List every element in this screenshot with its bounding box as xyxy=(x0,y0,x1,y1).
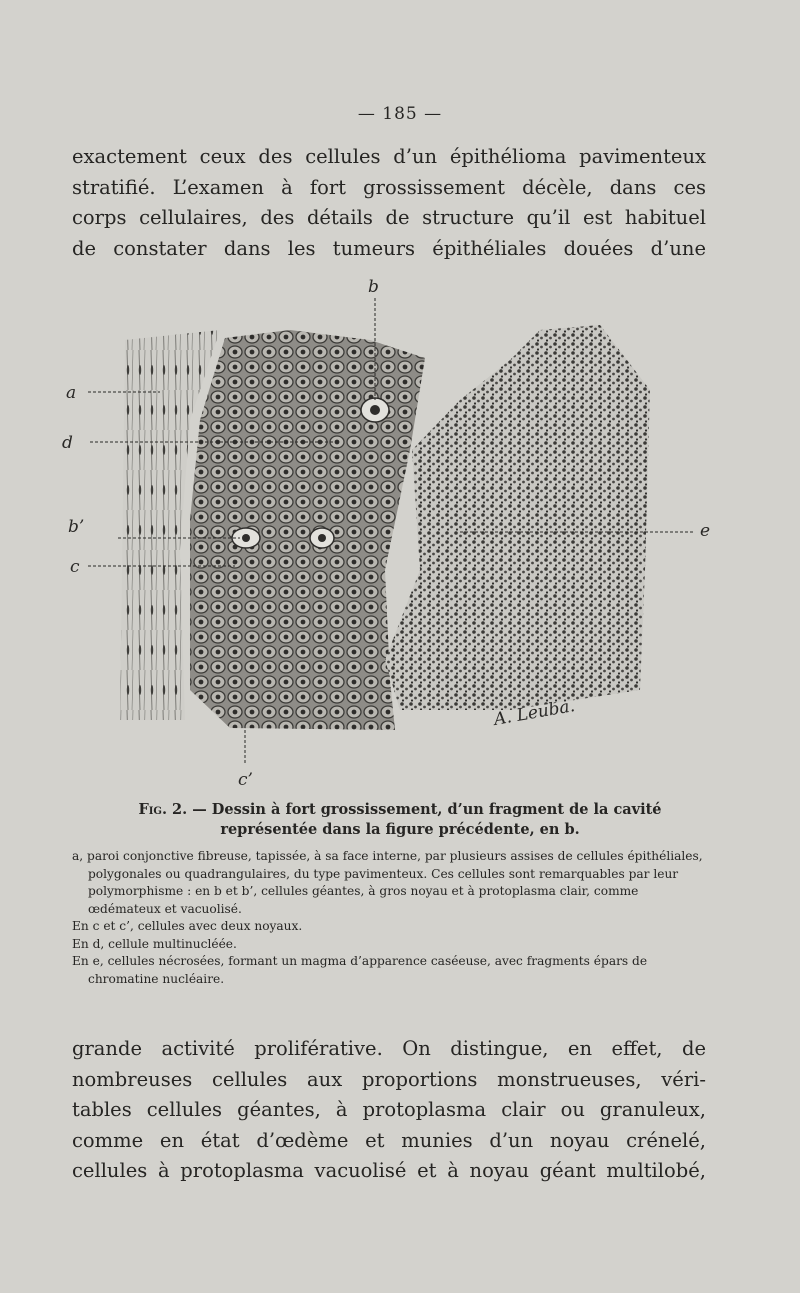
histology-drawing xyxy=(40,270,760,800)
figure-caption xyxy=(100,800,700,840)
body-text-bottom xyxy=(72,1034,706,1187)
text-line: cellules à protoplasma vacuolisé et à noyau géant multilobé, xyxy=(72,1159,706,1182)
legend-entry: En d, cellule multinucléée. xyxy=(72,936,237,951)
label-e: e xyxy=(700,521,711,541)
page-number: — 185 — xyxy=(357,104,443,124)
label-a: a xyxy=(66,383,77,403)
histology-figure xyxy=(40,270,760,800)
legend-entry: a, paroi conjonctive fibreuse, tapissée, à sa face interne, par plusieurs assises de cellules épithéliales, polygonales ou quadrangulaires, du type pavimenteux. Ces cellules sont remarquables par leur polymorphisme : en b et b’, cellules géantes, à gros noyau et à protoplasma clair, comme œdémateux et vacuolisé. xyxy=(72,849,703,916)
legend-entry: En e, cellules nécrosées, formant un magma d’apparence caséeuse, avec fragments épars de chromatine nucléaire. xyxy=(72,954,648,986)
figure-legend xyxy=(72,848,712,988)
text-line: comme en état d’œdème et munies d’un noyau crénelé, xyxy=(72,1128,706,1152)
text-line: grande activité proliférative. On distingue, en effet, de xyxy=(72,1037,706,1060)
text-line: de constater dans les tumeurs épithéliales douées d’une xyxy=(72,236,706,260)
legend-entry: En c et c’, cellules avec deux noyaux. xyxy=(72,919,303,933)
label-c-prime: c’ xyxy=(238,770,253,790)
figure-title: — Dessin à fort grossissement, d’un fragment de la cavité représentée dans la figure précédente, en b. xyxy=(192,801,662,838)
label-b: b xyxy=(368,277,379,297)
text-line: tables cellules géantes, à protoplasma clair ou granuleux, xyxy=(72,1098,706,1121)
artist-signature: A. Leuba. xyxy=(492,696,577,730)
label-b-prime: b’ xyxy=(68,517,85,537)
body-text-top xyxy=(72,142,706,264)
text-line: nombreuses cellules aux proportions monstrueuses, véri- xyxy=(72,1067,706,1091)
text-line: corps cellulaires, des détails de structure qu’il est habituel xyxy=(72,206,706,229)
figure-number: Fig. 2. xyxy=(138,801,188,818)
label-c: c xyxy=(70,557,80,577)
text-line: exactement ceux des cellules d’un épithélioma pavimenteux xyxy=(72,145,706,168)
text-line: stratifié. L’examen à fort grossissement décèle, dans ces xyxy=(72,175,706,199)
label-d: d xyxy=(62,433,73,453)
